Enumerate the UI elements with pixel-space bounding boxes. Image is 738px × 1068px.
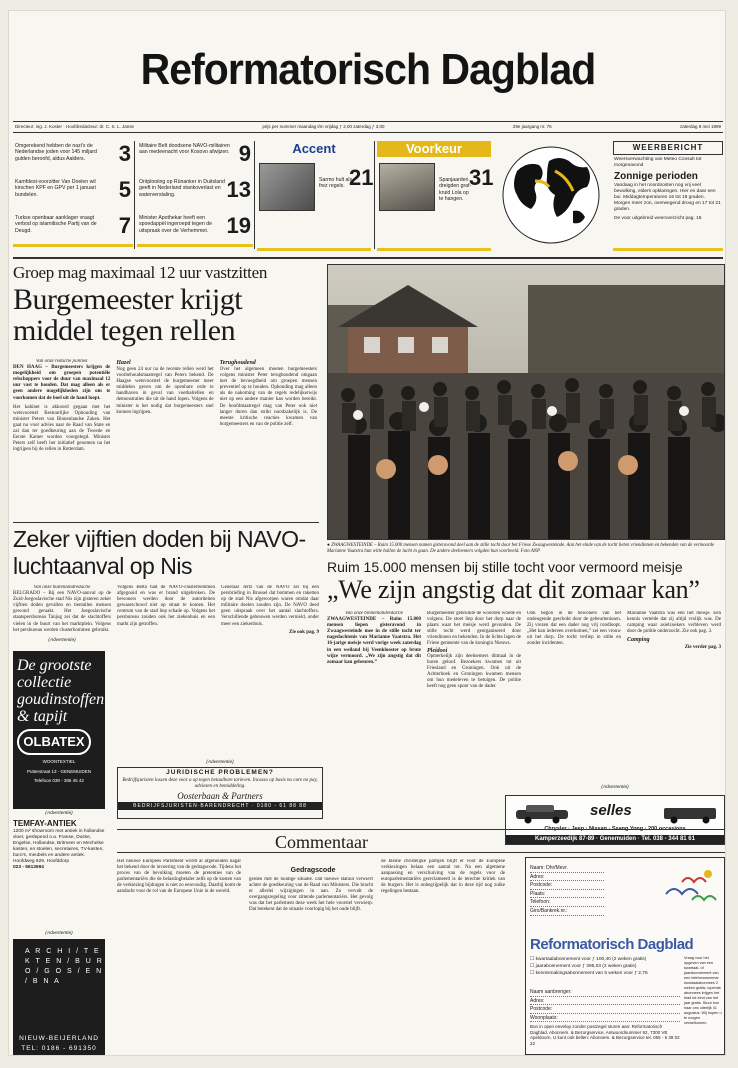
nato-headline[interactable]: Zeker vijftien doden bij NAVO-luchtaanval op Nis bbox=[13, 526, 306, 579]
nato-story-body: Van onze buitenlandredactie BELGRADO – Bij een NAVO-aanval op de Zuid-Joegoslavische stad Nis zijn gisteren zeker vijftien doden gevallen en tientallen mensen gewond geraakt. Het Joegoslavische staatspersbureau Tanjug zei dat de slachtoffers vielen in de buurt van het marktplein. Volgens het persbureau werden clusterbommen gebruikt. (Advertentie) Volgens Belta had de NAVO-clusterbommen afgegooid en was er brand uitgebroken. De bewoners werden door de autoriteiten gewaarschuwd niet op straat te komen. Het centrum van de stad liep schade op. Volgens het persbureau zouden ook het ziekenhuis en een markt zijn getroffen. Generaal Jertz van de NAVO zei bij een persbriefing in Brussel dat bommen en raketten op de stad Nis afgeworpen waren omdat daar militaire doelen zouden zijn. De NAVO deed geen uitspraak over het aantal slachtoffers. Verschillende gebouwen werden vernield, onder meer een ziekenhuis. Zie ook pag. 9 bbox=[13, 585, 319, 643]
coupon-name-field[interactable]: Naam: Dhr/Mevr. bbox=[530, 864, 604, 873]
teaser-item[interactable]: Ontplooiing op Rünanker in Duitsland geeft in Nederland stankoverlast en waterverstaling. 13 bbox=[139, 177, 251, 202]
coupon-options bbox=[530, 956, 680, 977]
temfay-ad[interactable]: TEMFAY-ANTIEK 1200 m² showroom met antiek in hollandse vloer, geslepend o.a. Franse, Duitse, Engelse, Hollandse, Britmeer en Mechelse kasten, en stoelen, secretaires, TV-kasten, buro's, meubels en andere antiek. Hoofdweg 629, Hoofddorp 023 - 5613594 bbox=[13, 819, 105, 870]
commentaar-title: Gedragscode bbox=[290, 867, 336, 874]
jeep-icon bbox=[660, 804, 720, 824]
voorkeur-label: Voorkeur bbox=[377, 141, 491, 157]
weather-label: WEERBERICHT bbox=[613, 141, 723, 155]
teaser-item[interactable]: Turkse openbaar aanklager vraagt verbod op islamitische Partij van de Deugd. 7 bbox=[13, 213, 133, 245]
masthead-title: Reformatorisch Dagblad bbox=[140, 45, 596, 94]
olbatex-ad[interactable]: De grootste collectie goudinstoffen & tapijt OLBATEX WOONTEXTIEL Putterstraat 13 - GENEMUIDEN Telefoon 038 - 385 45 42 bbox=[13, 651, 105, 809]
topline-volume: 29e jaargang nr. 75 bbox=[512, 124, 552, 129]
coupon-city-field[interactable]: Plaats: bbox=[530, 890, 604, 899]
photo-caption: ● ZWAAGWESTEINDE – Ruim 15.000 mensen namen gisteravond deel aan de stille tocht door het Friese Zwaagwesteinde. Aan het einde van de tocht lieten vriendinnen en bekenden van de vermoorde Marianne Vaatstra hun witte ballon de lucht in gaan. De andere deelnemers volgden hun voorbeeld. Foto ANP bbox=[327, 543, 715, 554]
coupon-option-year[interactable]: ☐ jaarabonnement voor ƒ 395,03 (2 weken gratis) bbox=[530, 964, 637, 969]
commentaar-label: Commentaar bbox=[275, 832, 368, 852]
main-story-body: Van onze redactie politiek DEN HAAG – Burgemeesters krijgen de mogelijkheid om groepen potentiële relschoppers voor de duur van maximaal 12 uur vast te houden. Dat mag alleen als er geen andere mogelijkheden zijn om te voorkomen dat de boel uit de hand loopt. Het kabinet is akkoord gegaan met het wetsvoorstel Bestuurlijke Ophouding van minister Peters van Binnenlandse Zaken. Het gaat nu voor advies naar de Raad van State en zal dan ter goedkeuring aan de Tweede en Eerste Kamer worden voorgelegd. Minister Peters zelf heeft het initiatief genomen na het ingrijpen bij de rellen in Rotterdam. Hazel Nog geen 24 uur na de recente rellen werd het voorbehoudsmaatregel van Peters bekend. De Haagse wetsvoorstel de burgemeester meer middelen geven om de openbare orde te handhaven in geval van voetbalrellen en demonstraties die uit de hand lopen. Volgens de minister is het nodig dat burgemeesters snel kunnen ingrijpen. Terughoudend Over het algemeen moeten burgemeesters volgens minister Peter terughoudend omgaan met de bevoegdheid om groepen mensen preventief op te houden. Ophouding mag alleen als de nakoming van de regels redelijkerwijs niet op een andere manier kan worden bereikt. De hoofdmaatregel mag van Peter ook niet langer duren dan strikt noodzakelijk is. De meeste kritische reacties kwamen van burgemeesters en van de politie zelf. bbox=[13, 359, 317, 453]
teaser-strip bbox=[13, 141, 723, 253]
coupon-bank-field[interactable]: Giro/Bankrek.nr.: bbox=[530, 907, 604, 916]
weather-text: Weersverwachting van Meteo Consult tot morgenavond Zonnige perioden Vandaag in het noordoosten nog vrij veel bewolking, elders opklaringen. Hier en daar een bui. Middagtemperaturen 16 tot 19 graden. Morgen meer zon, overwegend droog en 17 tot 21 graden. De voor uitgebreid weeroverzicht pag. 16 bbox=[614, 157, 721, 221]
topline bbox=[13, 121, 723, 133]
coupon-option-trial[interactable]: ☐ kennismakingsabonnement van 5 weken voor ƒ 2,75 bbox=[530, 971, 648, 976]
architects-ad[interactable]: A R C H I / T E K T E N / B U R O / G O S / E N / B N A NIEUW-BEIJERLAND TEL: 0186 - 691350 bbox=[13, 939, 105, 1056]
newspaper-page: Reformatorisch Dagblad Directeur: ing. J. Koster · Hoofdredacteur: dr. C. S. L. Janse prijs per nummer maandag t/m vrijdag ƒ 2,00 zaterdag ƒ 3,00 29e jaargang nr. 75 zaterdag 8 mei 1999 Omgerekend hebben de nazi's de Nederlandse joden voor 145 miljard gulden beroofd, aldus Aalders. 3 Kamfdest-voorzitter Van Doelen wil kirschen KPF en GPV per 1 januari bundelen. 5 Turkse openbaar aanklager vraagt verbod op islamitische Partij van de Deugd. 7 Militaire Belt doodsene NAVO-militairen aan medeenacht voor Kosovo afwijzen. 9 Ontplooiing op Rünanker in Duitsland geeft in Nederland stankoverlast en waterverstaling. 13 Minister Apothekar heeft een spoedappèl ingeroepd tegen de uitspraak over de Verhemmet. 19 Accent Sarmo hult als frez regels. 21 Voorkeur Spanjaarden dreigden graf-kruid Lola op te hangen. 31 WEERBERICHT Weersverwachting van Meteo Consult tot morgenavond Zonnige perioden Vandaag in het noordoosten nog vrij veel bewolking, elders opklaringen. Hier en daar een bui. Middagtemperaturen 16 tot 19 graden. Morgen meer zon, overwegend droog en 17 tot 21 graden. De voor uitgebreid weeroverzicht pag. 16 Groep mag maximaal 12 uur vastzitten Burgemeester krijgt middel tegen rellen Van onze redactie politiek DEN HAAG – Burgemeesters krijgen de mogelijkheid om groepen potentiële relschoppers voor de duur van maximaal 12 uur vast te houden. Dat mag alleen als er geen andere mogelijkheden zijn om te voorkomen dat de boel uit de hand loopt. Het kabinet is akkoord gegaan met het wetsvoorstel Bestuurlijke Ophouding van minister Peters van Binnenlandse Zaken. Het gaat nu voor advies naar de Raad van State en zal dan ter goedkeuring aan de Tweede en Eerste Kamer worden voorgelegd. Minister Peters zelf heeft het initiatief genomen na het ingrijpen bij de rellen in Rotterdam. Hazel Nog geen 24 uur na de recente rellen werd het voorbehoudsmaatregel van Peters bekend. De Haagse wetsvoorstel de burgemeester meer middelen geven om de openbare orde te handhaven in geval van voetbalrellen en demonstraties die uit de hand lopen. Volgens de minister is het nodig dat burgemeesters snel kunnen ingrijpen. Terughoudend Over het algemeen moeten burgemeesters volgens minister Peter terughoudend omgaan met de bevoegdheid om groepen mensen preventief op te houden. Ophouding mag alleen als de nakoming van de regels redelijkerwijs niet op een andere manier kan worden bereikt. De hoofdmaatregel mag van Peter ook niet langer duren dan strikt noodzakelijk is. De meeste kritische reacties kwamen van burgemeesters en van de politie zelf. ● ZWAAGWESTEINDE – Ruim 15.000 mensen namen gisteravond deel aan de stille tocht door het Friese Zwaagwesteinde. Aan het einde van de tocht lieten vriendinnen en bekenden van de vermoorde Marianne Vaatstra hun witte ballon de lucht in gaan. De andere deelnemers volgden hun voorbeeld. Foto ANP Zeker vijftien doden bij NAVO-luchtaanval op Nis Van onze buitenlandredactie BELGRADO – Bij een NAVO-aanval op de Zuid-Joegoslavische stad Nis zijn gisteren zeker vijftien doden gevallen en tientallen mensen gewond geraakt. Het Joegoslavische staatspersbureau Tanjug zei dat de slachtoffers vielen in de buurt van het marktplein. Volgens het persbureau werden clusterbommen gebruikt. (Advertentie) Volgens Belta had de NAVO-clusterbommen afgegooid en was er brand uitgebroken. De bewoners werden door de autoriteiten gewaarschuwd niet op straat te komen. Het centrum van de stad liep schade op. Volgens het persbureau zouden ook het ziekenhuis en een markt zijn getroffen. Generaal Jertz van de NAVO zei bij een persbriefing in Brussel dat bommen en raketten op de stad Nis afgeworpen waren omdat daar militaire doelen zouden zijn. De NAVO deed geen uitspraak over het aantal slachtoffers. Verschillende gebouwen werden vernield, onder meer een ziekenhuis. Zie ook pag. 9 Ruim 15.000 mensen bij stille tocht voor vermoord meisje „We zijn angstig dat dit zomaar kan” Van onze binnenlandredactie ZWAAGWESTEINDE – Ruim 15.000 mensen liepen gisteravond in Zwaagwesteinde mee in de stille tocht ter nagedachtenis van Marianne Vaatstra. Het 16-jarige meisje werd vorige week zaterdag in een weiland bij Veenklooster op brute wijze vermoord. „We zijn angstig dat dit zomaar kan gebeuren.” Burgemeester gebruikte de woorden woede en volgens. De stoet liep door het dorp naar de plaats waar het meisje werd gevonden. De stille tocht werd georganiseerd door vriendinnen en bekenden. In de lichte lagen de Friese gemeente van de koningin Nieuws. Pleidooi Opmerkelijk zijn deelnemers ditmaal in de buren geloof. Bezoekers kwamen tot uit Friesland en Groningen. Ook uit de Achterhoek en Groningen kwamen mensen om hun medeleven te betuigen. De politie heeft nog geen spoor van de dader. Ook begon in de bewoners van het ondeugende geschokt door de gebeurtenissen. Zij vrezen dat een dader nog vrij rondloopt. „Het kan iedereen overkomen,” zei een vrouw uit het dorp. De tocht verliep in stilte en zonder incidenten. Marianne Vaatstra was een lief meisje. Een kennis vertelde dat zij altijd vrolijk was. De camping waar asielzoekers verbleven werd door de politie onderzocht. Zie ook pag. 3. Camping Zie verder pag. 3 De grootste collectie goudinstoffen & tapijt OLBATEX WOONTEXTIEL Putterstraat 13 - GENEMUIDEN Telefoon 038 - 385 45 42 (Advertentie) TEMFAY-ANTIEK 1200 m² showroom met antiek in hollandse vloer, geslepend o.a. Franse, Duitse, Engelse, Hollandse, Britmeer en Mechelse kasten, en stoelen, secretaires, TV-kasten, buro's, meubels en andere antiek. Hoofdweg 629, Hoofddorp 023 - 5613594 (Advertentie) A R C H I / T E K T E N / B U R O / G O S / E N / B N A NIEUW-BEIJERLAND TEL: 0186 - 691350 (Advertentie) JURIDISCHE PROBLEMEN? Bedrijfsjuristen lossen deze voor u op tegen betaalbare tarieven. Incasso op basis no cure no pay, adviezen en bemiddeling. Oosterbaan & Partners BEDRIJFSJURISTEN·BARENDRECHT · 0180 - 61 88 88 (Advertentie) selles Chrysler · Jeep · Nissan · Ssang Yong · 200 occasions Kamperzeedijk 87-89 · Genemuiden · Tel. 038 - 344 81 61 Commentaar Gedragscode Het nieuwe Europees Parlement wordt al afgehouden nagar het bekend door de invoering van de gedragscode. Tijdens het proces van de bevolking moeten de pretenties van de parlementariërs die de belastingbetaler zelfs op de kosten van de verkiezing bijdragen is niet zo eenvoudig. Daarbij komt de aandacht voor de rol van de Europese Unie in de wereld. gelden met de huidige situatie. Dat nieuwe statuut verwierf achter de goedkeuring van de Raad van Ministers. Die bracht er allerlei wijzigingen in aan. Zo vervalt de overgangsregeling voor zittende parlementariërs. Het gevolg was dat het parlement deze week het hele voorstel verwierp. Dat betekent dat de situatie voorlopig bij het oude blijft. de kleine christelijke partijen blijft er voor de Europese verkiezingen helaas een aantal tot. Na een algemene aanpassing en verschuiving van de regels voor de europarlementariërs gereclameerd is de terechte kritiek van de burgers. Het is onbegrijpelijk dat in deze tijd nog zulke regelingen bestaan. Naam: Dhr/Mevr. Adres: Postcode: Plaats: Telefoon: Giro/Bankrek.nr.: Reformatorisch Dagblad ☐ kwartaalabonnement voor ƒ 100,40 (2 weken gratis) ☐ jaarabonnement voor ƒ 395,03 (2 weken gratis) ☐ kennismakingsabonnement van 5 weken voor ƒ 2,75 Naam aanbrenger: Adres: Postcode: Woonplaats: Bon in open envelop zonder postzegel sturen aan: Reformatorisch Dagblad, Abonnem. & Bezorgservice, Antwoordnummer 92, 7300 VB Apeldoorn. U kunt ook bellen: Abonnem. & Bezorgservice tel. 055 - 5 39 02 22 Vraag voor het opgeven van een kwartaal- of jaarabonnement van een telefoonnummer kwartaalabonnees 2 weken gratis; lopende abonnees krijgen het blad tot eind van het jaar gratis. Stuur bon naar ons uiterlijk 31 augustus. Wij hopen u te mogen verwelkomen. bbox=[8, 10, 726, 1056]
teaser-col-1 bbox=[13, 141, 133, 249]
coupon-side-note: Vraag voor het opgeven van een kwartaal- of jaarabonnement van een telefoonnummer kwartaalabonnees 2 weken gratis; lopende abonnees krijgen het blad tot eind van het jaar gratis. Stuur bon naar ons uiterlijk 31 augustus. Wij hopen u te mogen verwelkomen. bbox=[684, 956, 722, 1025]
legal-ad[interactable]: JURIDISCHE PROBLEMEN? Bedrijfsjuristen lossen deze voor u op tegen betaalbare tarieven. Incasso op basis no cure no pay, adviezen en bemiddeling. Oosterbaan & Partners BEDRIJFSJURISTEN·BARENDRECHT · 0180 - 61 88 88 bbox=[117, 767, 323, 819]
accent-box[interactable]: Accent Sarmo hult als frez regels. 21 bbox=[257, 141, 371, 249]
voorkeur-photo bbox=[379, 163, 435, 211]
olbatex-logo: OLBATEX bbox=[17, 729, 91, 755]
weather-title: Zonnige perioden bbox=[614, 171, 698, 182]
voorkeur-box[interactable]: Voorkeur Spanjaarden dreigden graf-kruid Lola op te hangen. 31 bbox=[377, 141, 491, 249]
subscription-coupon[interactable] bbox=[525, 857, 725, 1055]
coupon-fields bbox=[530, 864, 604, 916]
topline-editors: Directeur: ing. J. Koster · Hoofdredacteur: dr. C. S. L. Janse bbox=[15, 124, 135, 129]
teaser-item[interactable]: Omgerekend hebben de nazi's de Nederlandse joden voor 145 miljard gulden beroofd, aldus Aalders. 3 bbox=[15, 141, 131, 166]
main-story-kicker: Groep mag maximaal 12 uur vastzitten bbox=[13, 263, 268, 282]
birds-logo-icon bbox=[660, 864, 720, 912]
accent-label: Accent bbox=[292, 141, 336, 156]
car-dealer-ad[interactable]: selles Chrysler · Jeep · Nissan · Ssang Yong · 200 occasions Kamperzeedijk 87-89 · Genemuiden · Tel. 038 - 344 81 61 bbox=[505, 795, 725, 845]
coupon-instructions: Bon in open envelop zonder postzegel sturen aan: Reformatorisch Dagblad, Abonnem. & Bezorgservice, Antwoordnummer 92, 7300 VB Apeldoorn. U kunt ook bellen: Abonnem. & Bezorgservice tel. 055 - 5 39 02 22 bbox=[530, 1024, 680, 1046]
march-kicker: Ruim 15.000 mensen bij stille tocht voor vermoord meisje bbox=[327, 559, 683, 575]
coupon-phone-field[interactable]: Telefoon: bbox=[530, 898, 604, 907]
teaser-item[interactable]: Kamfdest-voorzitter Van Doelen wil kirschen KPF en GPV per 1 januari bundelen. 5 bbox=[15, 177, 131, 202]
coupon-option-quarter[interactable]: ☐ kwartaalabonnement voor ƒ 100,40 (2 weken gratis) bbox=[530, 957, 647, 962]
silent-march-photo bbox=[327, 264, 725, 540]
topline-price: prijs per nummer maandag t/m vrijdag ƒ 2,00 zaterdag ƒ 3,00 bbox=[262, 124, 385, 129]
commentaar-header bbox=[117, 829, 725, 853]
coupon-brand: Reformatorisch Dagblad bbox=[530, 936, 694, 953]
coupon-postcode-field[interactable]: Postcode: bbox=[530, 881, 604, 890]
teaser-item[interactable]: Minister Apothekar heeft een spoedappèl ingeroepd tegen de uitspraak over de Verhemmet. 19 bbox=[137, 213, 253, 245]
car-icon bbox=[512, 804, 572, 824]
teaser-item[interactable]: Militaire Belt doodsene NAVO-militairen aan medeenacht voor Kosovo afwijzen. 9 bbox=[139, 141, 251, 166]
commentaar-body: Het nieuwe Europees Parlement wordt al afgehouden nagar het bekend door de invoering van de gedragscode. Tijdens het proces van de bevolking moeten de pretenties van de parlementariërs die de belastingbetaler zelfs op de kosten van de verkiezing bijdragen is niet zo eenvoudig. Daarbij komt de aandacht voor de rol van de Europese Unie in de wereld. gelden met de huidige situatie. Dat nieuwe statuut verwierf achter de goedkeuring van de Raad van Ministers. Die bracht er allerlei wijzigingen in aan. Zo vervalt de overgangsregeling voor zittende parlementariërs. Het gevolg was dat het parlement deze week het hele voorstel verwierp. Dat betekent dat de situatie voorlopig bij het oude blijft. de kleine christelijke partijen blijft er voor de Europese verkiezingen helaas een aantal tot. Na een algemene aanpassing en verschuiving van de regels voor de europarlementariërs gereclameerd is de terechte kritiek van de burgers. Het is onbegrijpelijk dat in deze tijd nog zulke regelingen bestaan. bbox=[117, 859, 505, 913]
globe-logo-icon bbox=[495, 141, 607, 249]
march-story-body: Van onze binnenlandredactie ZWAAGWESTEINDE – Ruim 15.000 mensen liepen gisteravond in Zwaagwesteinde mee in de stille tocht ter nagedachtenis van Marianne Vaatstra. Het 16-jarige meisje werd vorige week zaterdag in een weiland bij Veenklooster op brute wijze vermoord. „We zijn angstig dat dit zomaar kan gebeuren.” Burgemeester gebruikte de woorden woede en volgens. De stoet liep door het dorp naar de plaats waar het meisje werd gevonden. De stille tocht werd georganiseerd door vriendinnen en bekenden. In de lichte lagen de Friese gemeente van de koningin Nieuws. Pleidooi Opmerkelijk zijn deelnemers ditmaal in de buren geloof. Bezoekers kwamen tot uit Friesland en Groningen. Ook uit de Achterhoek en Groningen kwamen mensen om hun medeleven te betuigen. De politie heeft nog geen spoor van de dader. Ook begon in de bewoners van het ondeugende geschokt door de gebeurtenissen. Zij vrezen dat een dader nog vrij rondloopt. „Het kan iedereen overkomen,” zei een vrouw uit het dorp. De tocht verliep in stilte en zonder incidenten. Marianne Vaatstra was een lief meisje. Een kennis vertelde dat zij altijd vrolijk was. De camping waar asielzoekers verbleven werd door de politie onderzocht. Zie ook pag. 3. Camping Zie verder pag. 3 bbox=[327, 611, 721, 690]
march-headline[interactable]: „We zijn angstig dat dit zomaar kan” bbox=[327, 575, 700, 604]
accent-photo bbox=[259, 163, 315, 211]
coupon-referrer: Naam aanbrenger: Adres: Postcode: Woonplaats: bbox=[530, 988, 680, 1022]
coupon-address-field[interactable]: Adres: bbox=[530, 873, 604, 882]
march-page-ref: Zie verder pag. 3 bbox=[684, 645, 721, 651]
weather-box[interactable] bbox=[613, 141, 723, 249]
topline-date: zaterdag 8 mei 1999 bbox=[679, 124, 721, 129]
teaser-col-2 bbox=[137, 141, 253, 249]
main-story-headline[interactable]: Burgemeester krijgt middel tegen rellen bbox=[13, 283, 243, 347]
nato-page-ref: Zie ook pag. 9 bbox=[288, 629, 319, 635]
photo-credit: Foto ANP bbox=[520, 548, 540, 554]
selles-logo: selles bbox=[590, 802, 632, 819]
